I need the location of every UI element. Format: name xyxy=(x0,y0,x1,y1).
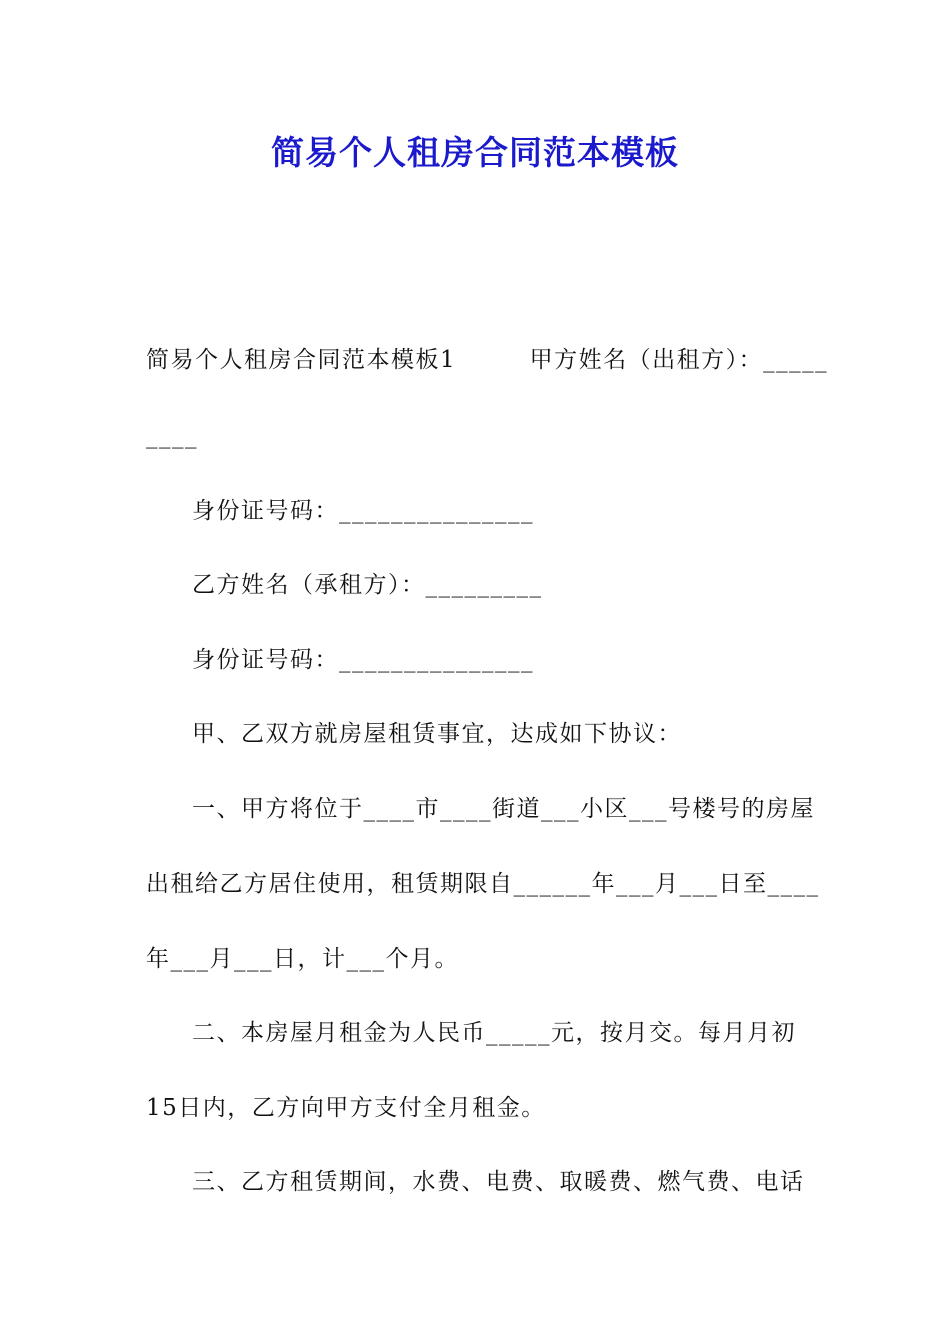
paragraph-line-1: 简易个人租房合同范本模板1 甲方姓名（出租方）：_____ xyxy=(146,347,829,373)
paragraph-line-4: 乙方姓名（承租方）：_________ xyxy=(192,572,543,598)
paragraph-line-5: 身份证号码：_______________ xyxy=(192,647,534,673)
paragraph-line-10: 二、本房屋月租金为人民币_____元，按月交。每月月初 xyxy=(192,1020,796,1046)
paragraph-line-6: 甲、乙双方就房屋租赁事宜，达成如下协议： xyxy=(192,721,682,747)
paragraph-line-7: 一、甲方将位于____市____街道___小区___号楼号的房屋 xyxy=(192,796,815,822)
paragraph-line-8: 出租给乙方居住使用，租赁期限自______年___月___日至____ xyxy=(146,871,820,897)
paragraph-line-3: 身份证号码：_______________ xyxy=(192,498,534,524)
document-title: 简易个人租房合同范本模板 xyxy=(271,133,679,172)
paragraph-line-12: 三、乙方租赁期间，水费、电费、取暖费、燃气费、电话 xyxy=(192,1169,805,1195)
paragraph-line-9: 年___月___日，计___个月。 xyxy=(146,946,459,972)
paragraph-line-11: 15日内，乙方向甲方支付全月租金。 xyxy=(146,1095,546,1121)
paragraph-line-2: ____ xyxy=(146,423,198,449)
